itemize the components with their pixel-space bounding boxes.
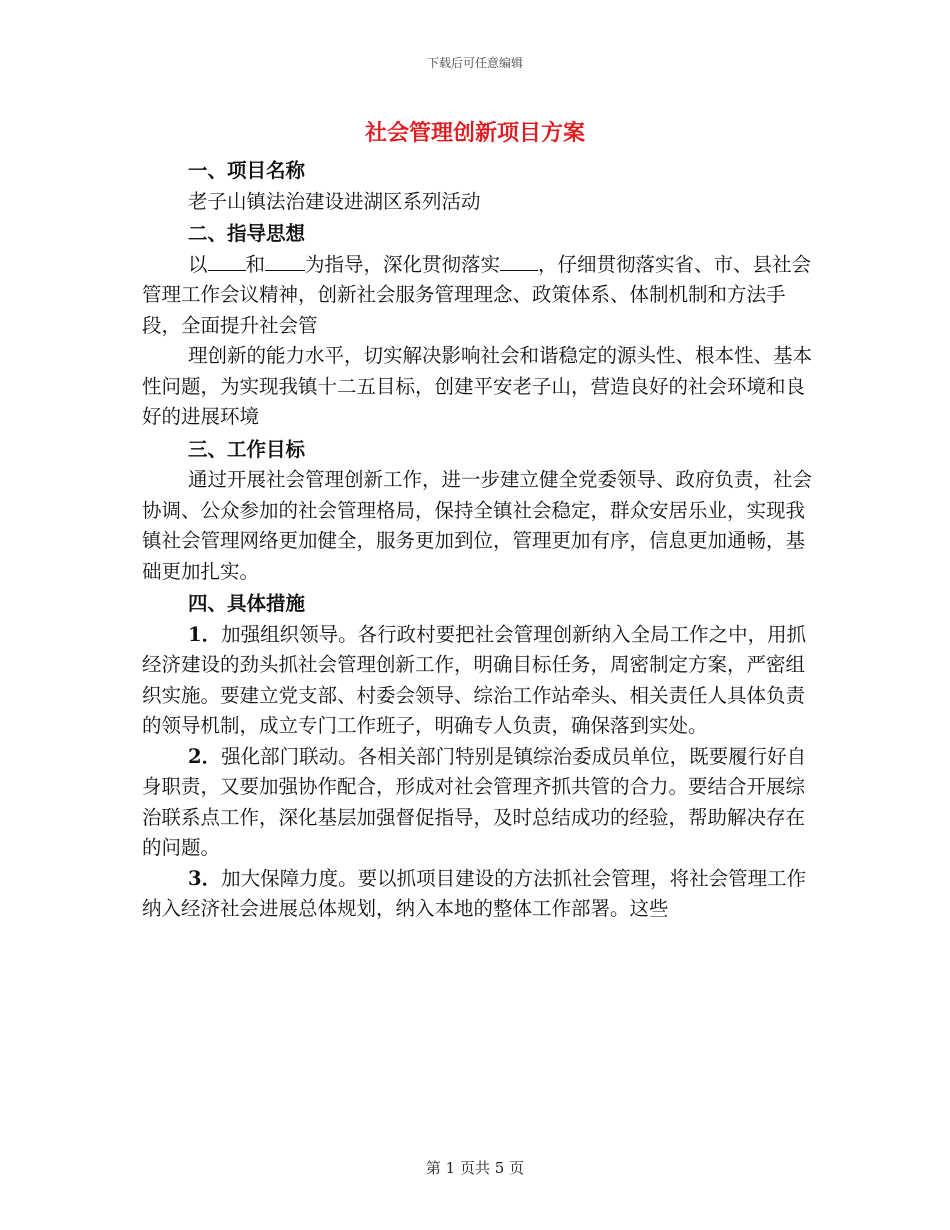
guiding-text-b: 和 (245, 252, 266, 276)
measure-text: 强化部门联动。各相关部门特别是镇综治委成员单位，既要履行好自身职责，又要加强协作配合，形成对社会管理齐抓共管的合力。要结合开展综治联系点工作，深化基层加强督促指导，及时总结成功的经验，帮助解决存在的问题。 (142, 744, 807, 859)
guiding-text-a: 以 (188, 252, 208, 276)
section-heading-project-name: 一、项目名称 (188, 159, 306, 182)
measure-number: 2． (188, 744, 222, 768)
fill-blank-3 (500, 251, 538, 271)
document-title: 社会管理创新项目方案 (364, 120, 585, 146)
guiding-idea-paragraph-1 (142, 250, 822, 342)
fill-blank-2 (265, 251, 305, 271)
section-heading-work-goals: 三、工作目标 (188, 437, 306, 461)
guiding-idea-paragraph-2: 理创新的能力水平，切实解决影响社会和谐稳定的源头性、根本性、基本性问题，为实现我镇十二五目标，创建平安老子山，营造良好的社会环境和良好的进展环境 (142, 344, 813, 428)
measure-item (142, 864, 822, 925)
fill-blank-1 (208, 251, 246, 271)
measure-text: 加大保障力度。要以抓项目建设的方法抓社会管理，将社会管理工作纳入经济社会进展总体规划，纳入本地的整体工作部署。这些 (142, 866, 807, 920)
guiding-text-c: 为指导，深化贯彻落实 (305, 252, 501, 276)
page-footer: 第 1 页共 5 页 (425, 1159, 525, 1177)
measure-number: 3． (188, 866, 222, 890)
measure-item (142, 742, 822, 864)
section-heading-measures: 四、具体措施 (188, 592, 306, 615)
measure-text: 加强组织领导。各行政村要把社会管理创新纳入全局工作之中，用抓经济建设的劲头抓社会管理创新工作，明确目标任务，周密制定方案，严密组织实施。要建立党支部、村委会领导、综治工作站牵头、相关责任人具体负责的领导机制，成立专门工作班子，明确专人负责，确保落到实处。 (142, 622, 807, 737)
work-goals-paragraph: 通过开展社会管理创新工作，进一步建立健全党委领导、政府负责，社会协调、公众参加的社会管理格局，保持全镇社会稳定，群众安居乐业，实现我镇社会管理网络更加健全，服务更加到位，管理更加有序，信息更加通畅，基础更加扎实。 (142, 468, 813, 583)
document-body (142, 154, 822, 925)
measure-number: 1． (188, 622, 222, 646)
measure-item (142, 620, 822, 742)
page-header: 下载后可任意编辑 (426, 56, 523, 70)
section-heading-guiding-idea: 二、指导思想 (188, 222, 306, 245)
project-name-text: 老子山镇法治建设进湖区系列活动 (188, 189, 481, 213)
guiding-text-d: ，仔细贯彻落实省、市、县社会管理工作会议精神，创新社会服务管理理念、政策体系、体制机制和方法手段，全面提升社会管 (142, 252, 812, 337)
